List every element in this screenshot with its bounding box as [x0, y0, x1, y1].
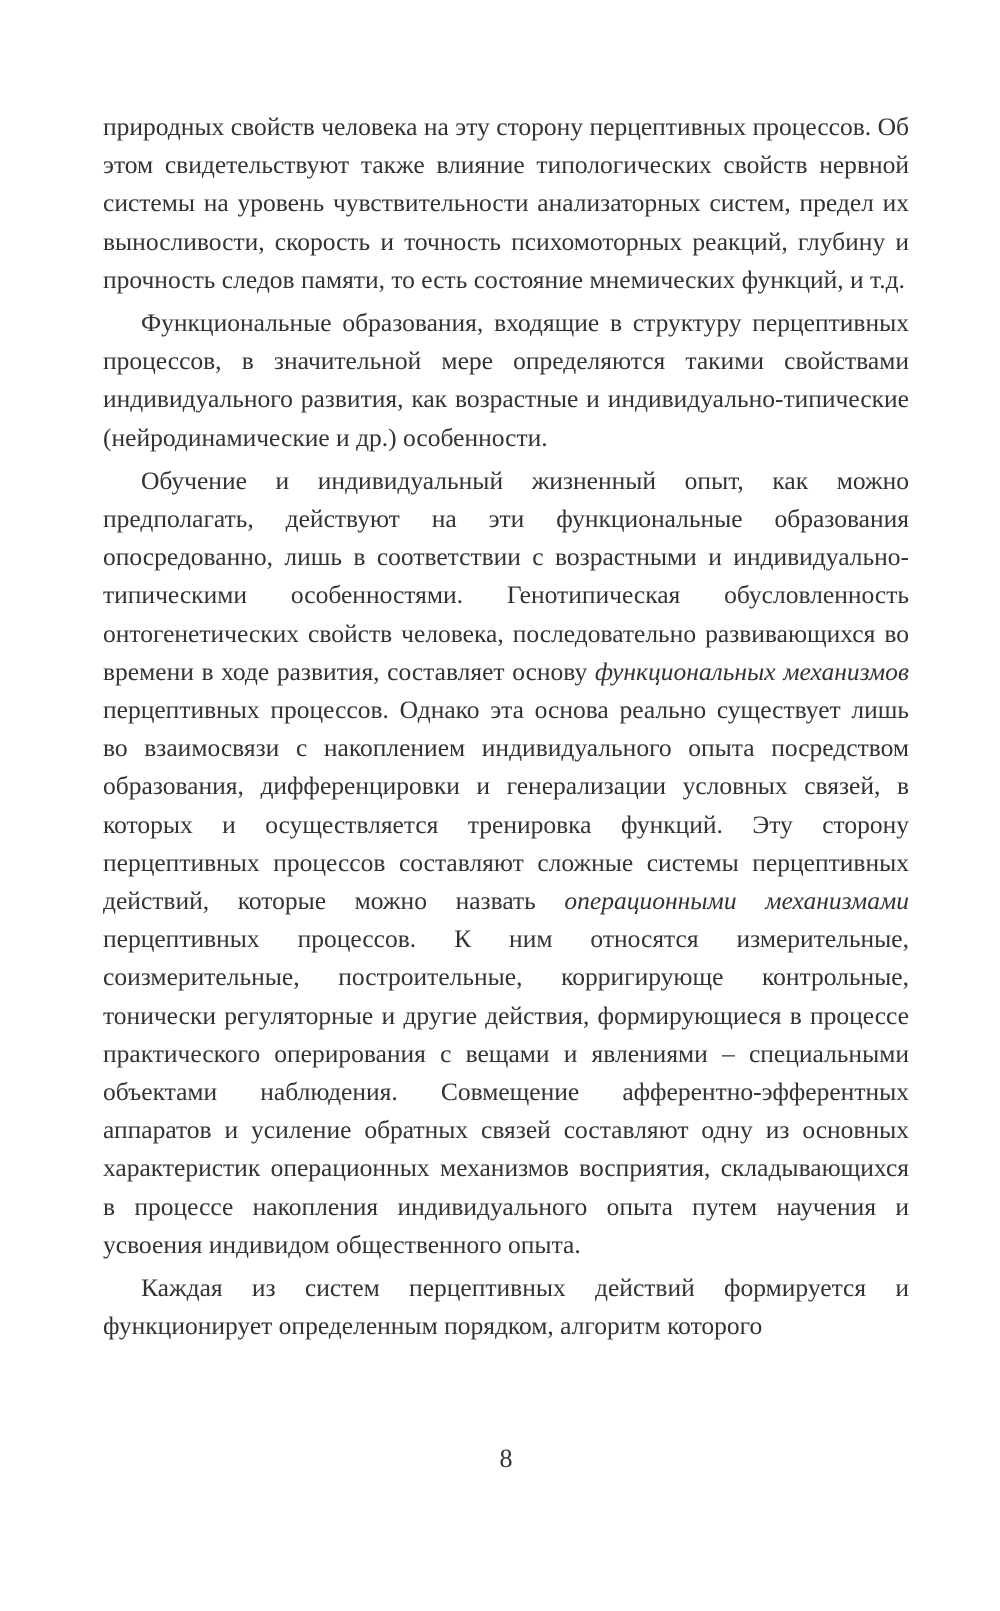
- paragraph-text: Функциональные образования, входящие в структуру перцептивных процессов, в значительной мере определяются такими свойствами индивидуального развития, как возрастные и индивидуально-типические (нейродинамические и др.) особенности.: [103, 308, 909, 452]
- paragraph-continuation: [103, 108, 909, 299]
- paragraph-text: перцептивных процессов. Однако эта основа реально существует лишь во взаимосвязи с накоплением индивидуального опыта посредством образования, дифференцировки и генерализации условных связей, в которых и осуществляется тренировка функций. Эту сторону перцептивных процессов составляют сложные системы перцептивных действий, которые можно назвать: [103, 695, 909, 916]
- italic-term-functional-mechanisms: функциональных механизмов: [594, 656, 910, 686]
- paragraph-learning-experience: [103, 462, 909, 1264]
- paragraph-text: Каждая из систем перцептивных действий формируется и функционирует определенным порядком, алгоритм которого: [103, 1273, 909, 1341]
- paragraph-text: Обучение и индивидуальный жизненный опыт, как можно предполагать, действуют на эти функциональные образования опосредованно, лишь в соответствии с возрастными и индивидуально-типическими особенностями. Генотипическая обусловленность онтогенетических свойств человека, последовательно развивающихся во времени в ходе развития, составляет основу: [103, 465, 909, 686]
- paragraph-text: перцептивных процессов. К ним относятся измерительные, соизмерительные, построительные, корригирующе контрольные, тонически регуляторные и другие действия, формирующиеся в процессе практического оперирования с вещами и явлениями – специальными объектами наблюдения. Совмещение афферентно-эфферентных аппаратов и усиление обратных связей составляют одну из основных характеристик операционных механизмов восприятия, складывающихся в процессе накопления индивидуального опыта путем научения и усвоения индивидом общественного опыта.: [103, 924, 909, 1259]
- italic-term-operational-mechanisms: операционными механизмами: [564, 886, 909, 916]
- paragraph-perceptual-systems: [103, 1269, 909, 1345]
- paragraph-functional-formations: [103, 304, 909, 457]
- page-body: [103, 108, 909, 1351]
- paragraph-text: природных свойств человека на эту сторону перцептивных процессов. Об этом свидетельствуют также влияние типологических свойств нервной системы на уровень чувствительности анализаторных систем, предел их выносливости, скорость и точность психомоторных реакций, глубину и прочность следов памяти, то есть состояние мнемических функций, и т.д.: [103, 112, 909, 294]
- page-number: 8: [499, 1444, 513, 1473]
